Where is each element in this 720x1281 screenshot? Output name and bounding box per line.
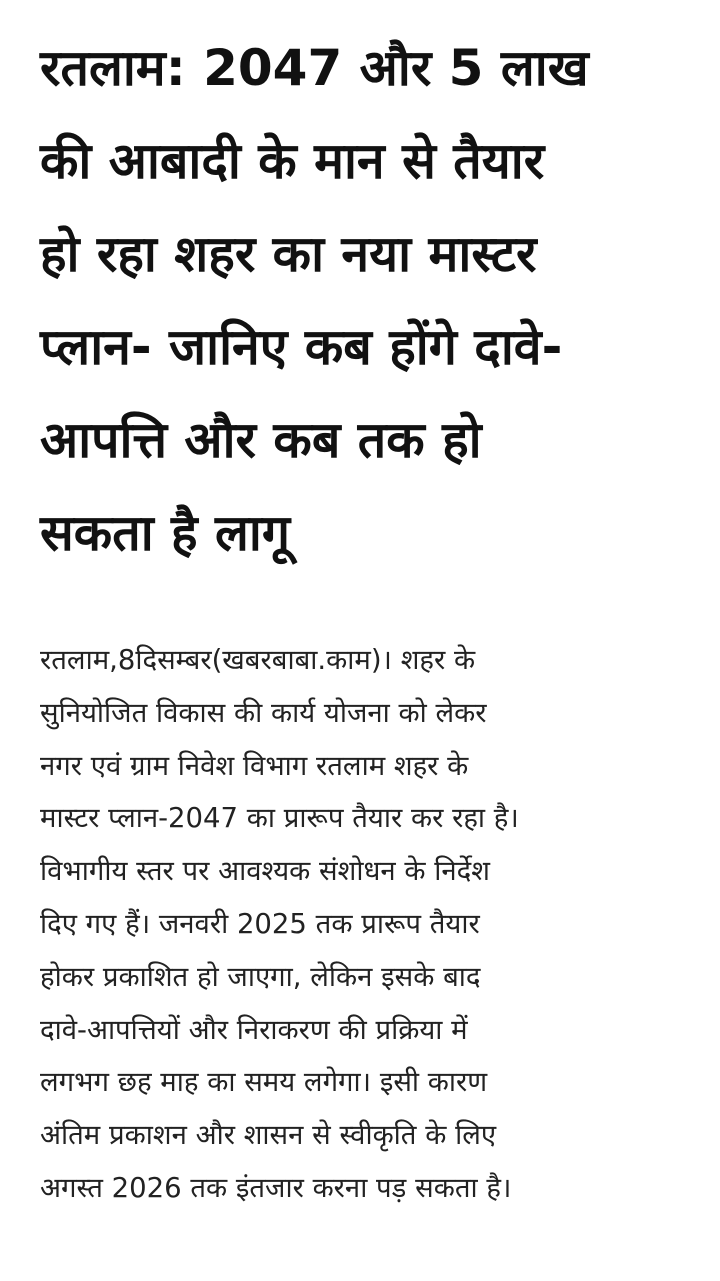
headline-line: की आबादी के मान से तैयार [40,132,545,190]
body-line: दावे-आपत्तियों और निराकरण की प्रक्रिया में [40,1013,468,1046]
body-line: अगस्त 2026 तक इंतजार करना पड़ सकता है। [40,1171,512,1204]
article-body [40,634,690,1215]
headline-line: प्लान- जानिए कब होंगे दावे- [40,318,563,376]
body-line: मास्टर प्लान-2047 का प्रारूप तैयार कर रहा है। [40,802,519,835]
body-line: अंतिम प्रकाशन और शासन से स्वीकृति के लिए [40,1119,497,1152]
news-article [40,22,690,1204]
headline-line: रतलाम: 2047 और 5 लाख [40,39,589,97]
headline-line: आपत्ति और कब तक हो [40,411,482,469]
body-line: रतलाम,8दिसम्बर(खबरबाबा.काम)। शहर के [40,644,476,676]
headline-line: हो रहा शहर का नया मास्टर [40,225,537,283]
body-line: दिए गए हैं। जनवरी 2025 तक प्रारूप तैयार [40,907,480,940]
body-line: होकर प्रकाशित हो जाएगा, लेकिन इसके बाद [40,960,481,993]
headline-line: सकता है लागू [40,504,291,562]
body-line: लगभग छह माह का समय लगेगा। इसी कारण [40,1066,488,1099]
body-line: नगर एवं ग्राम निवेश विभाग रतलाम शहर के [40,749,469,782]
body-line: विभागीय स्तर पर आवश्यक संशोधन के निर्देश [40,855,490,888]
body-line: सुनियोजित विकास की कार्य योजना को लेकर [40,696,487,729]
article-headline [40,22,690,580]
